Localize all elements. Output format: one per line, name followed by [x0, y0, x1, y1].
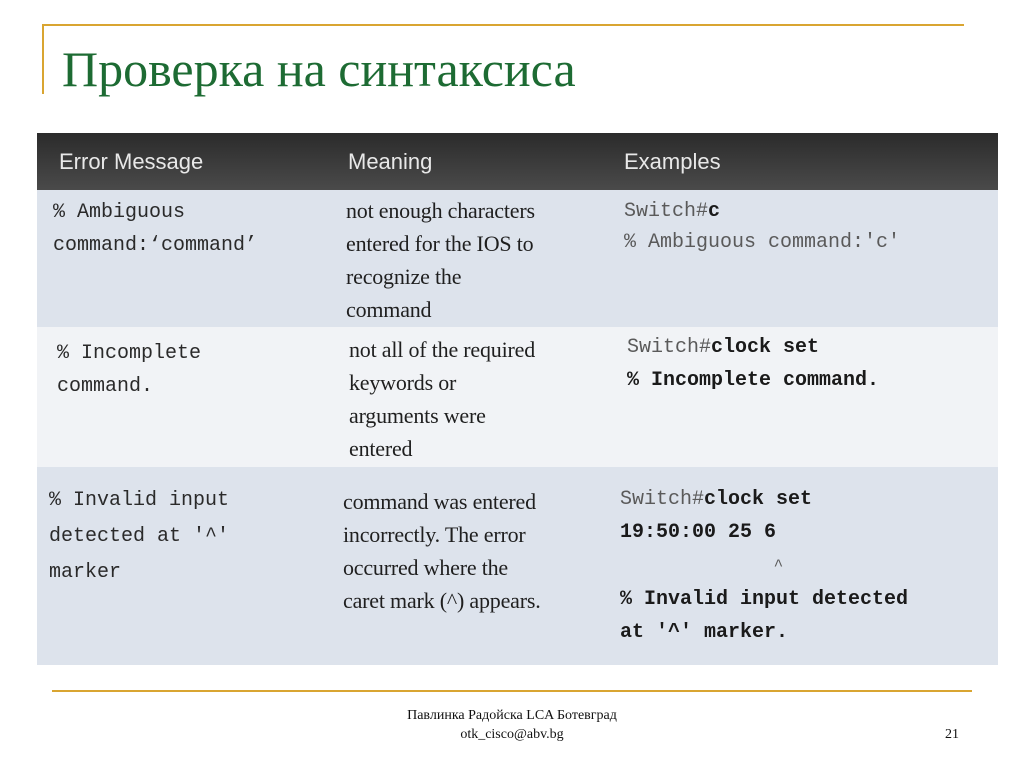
footer — [0, 706, 1024, 744]
frame-left-line — [42, 24, 44, 94]
table-row — [37, 327, 998, 467]
example-caret: ^ — [620, 557, 784, 575]
error-message-cell: % Invalid input detected at '^' marker — [49, 489, 230, 584]
example-cell — [627, 331, 879, 397]
header-examples: Examples — [624, 148, 721, 174]
example-output: % Ambiguous command:'c' — [624, 231, 901, 254]
example-prompt: Switch# — [624, 200, 709, 223]
footer-email: otk_cisco@abv.bg — [460, 727, 564, 742]
example-command: c — [708, 200, 721, 223]
example-command: clock set — [711, 336, 820, 359]
example-prompt: Switch# — [620, 488, 705, 511]
footer-line — [52, 690, 972, 692]
table-header — [37, 133, 998, 190]
meaning-cell: not enough characters entered for the IOS to recognize the command — [346, 198, 535, 322]
table-row — [37, 467, 998, 665]
error-message-cell: % Ambiguous command:‘command’ — [53, 201, 258, 257]
meaning-cell: command was entered incorrectly. The error occurred where the caret mark (^) appears. — [343, 489, 541, 613]
error-message-cell: % Incomplete command. — [57, 342, 202, 398]
example-command-args: 19:50:00 25 6 — [620, 521, 777, 544]
page-number: 21 — [945, 727, 959, 742]
example-output: % Invalid input detected at '^' marker. — [620, 588, 909, 644]
example-cell — [620, 483, 908, 649]
meaning-cell: not all of the required keywords or arguments were entered — [349, 337, 535, 461]
example-command: clock set — [704, 488, 813, 511]
frame-top-line — [42, 24, 964, 26]
error-table — [37, 133, 998, 665]
header-error-message: Error Message — [59, 148, 204, 174]
header-meaning: Meaning — [348, 148, 433, 174]
footer-author: Павлинка Радойска LCA Ботевград — [407, 708, 617, 723]
table-row — [37, 190, 998, 327]
slide-title: Проверка на синтаксиса — [62, 41, 576, 97]
example-cell — [624, 196, 900, 258]
example-output: % Incomplete command. — [627, 369, 880, 392]
example-prompt: Switch# — [627, 336, 712, 359]
